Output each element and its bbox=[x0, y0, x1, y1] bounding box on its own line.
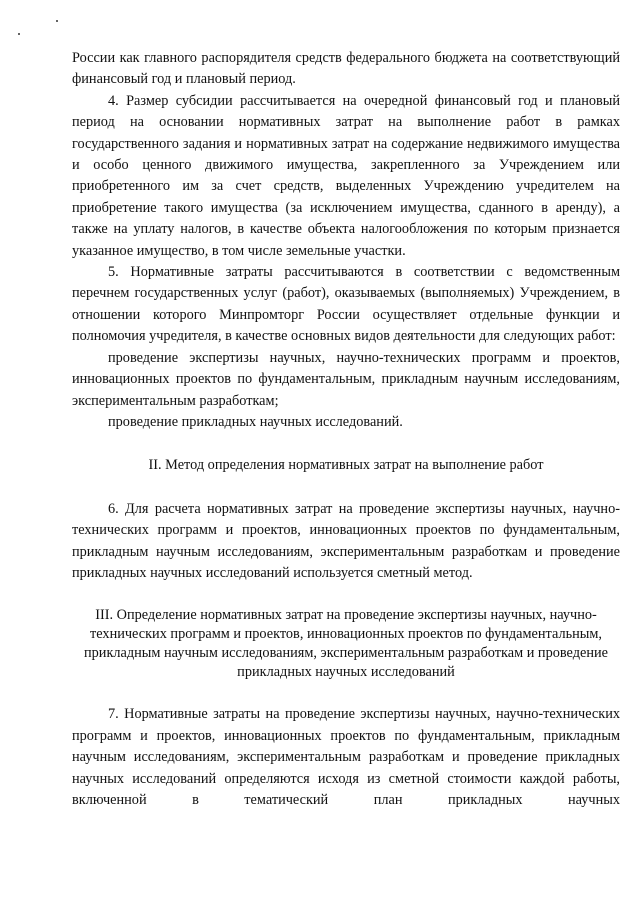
scan-speck bbox=[56, 20, 58, 22]
scan-speck bbox=[18, 33, 20, 35]
paragraph-7: 7. Нормативные затраты на проведение экспертизы научных, научно-технических программ и проектов, инновационных проектов по фундаментальным, прикладным научным исследованиям, экспериментальным разработкам и проведение прикладных научных исследований определяются исходя из сметной стоимости каждой работы, включенной в тематический план прикладных научных bbox=[72, 706, 620, 808]
section-heading-2: II. Метод определения нормативных затрат на выполнение работ bbox=[148, 457, 544, 474]
paragraph-5: 5. Нормативные затраты рассчитываются в соответствии с ведомственным перечнем государственных услуг (работ), оказываемых (выполняемых) Учреждением, в отношении которого Минпромторг России осуществляет отдельные функции и полномочия учредителя, в качестве основных видов деятельности для следующих работ: bbox=[72, 264, 620, 345]
paragraph-5-item-1: проведение экспертизы научных, научно-технических программ и проектов, инновационных проектов по фундаментальным, прикладным научным исследованиям, экспериментальным разработкам; bbox=[72, 349, 620, 409]
paragraph-6: 6. Для расчета нормативных затрат на проведение экспертизы научных, научно-технических программ и проектов, инновационных проектов по фундаментальным, прикладным научным исследованиям, экспериментальным разработкам и проведение прикладных научных исследований используется сметный метод. bbox=[72, 500, 620, 581]
document-page bbox=[72, 48, 620, 811]
paragraph-4: 4. Размер субсидии рассчитывается на очередной финансовый год и плановый период на основании нормативных затрат на выполнение работ в рамках государственного задания и нормативных затрат на содержание недвижимого имущества и особо ценного движимого имущества, закрепленного за Учреждением или приобретенного им за счет средств, выделенных Учреждению учредителем на приобретение такого имущества (за исключением имущества, сданного в аренду), а также на уплату налогов, в качестве объекта налогообложения по которым признается указанное имущество, в том числе земельные участки. bbox=[72, 92, 620, 259]
paragraph-intro: России как главного распорядителя средств федерального бюджета на соответствующий финансовый год и плановый период. bbox=[72, 50, 620, 88]
section-heading-3: III. Определение нормативных затрат на проведение экспертизы научных, научно-технических программ и проектов, инновационных проектов по фундаментальным, прикладным научным исследованиям, экспериментальным разработкам и проведение прикладных научных исследований bbox=[84, 607, 608, 681]
paragraph-5-item-2: проведение прикладных научных исследований. bbox=[108, 413, 403, 430]
